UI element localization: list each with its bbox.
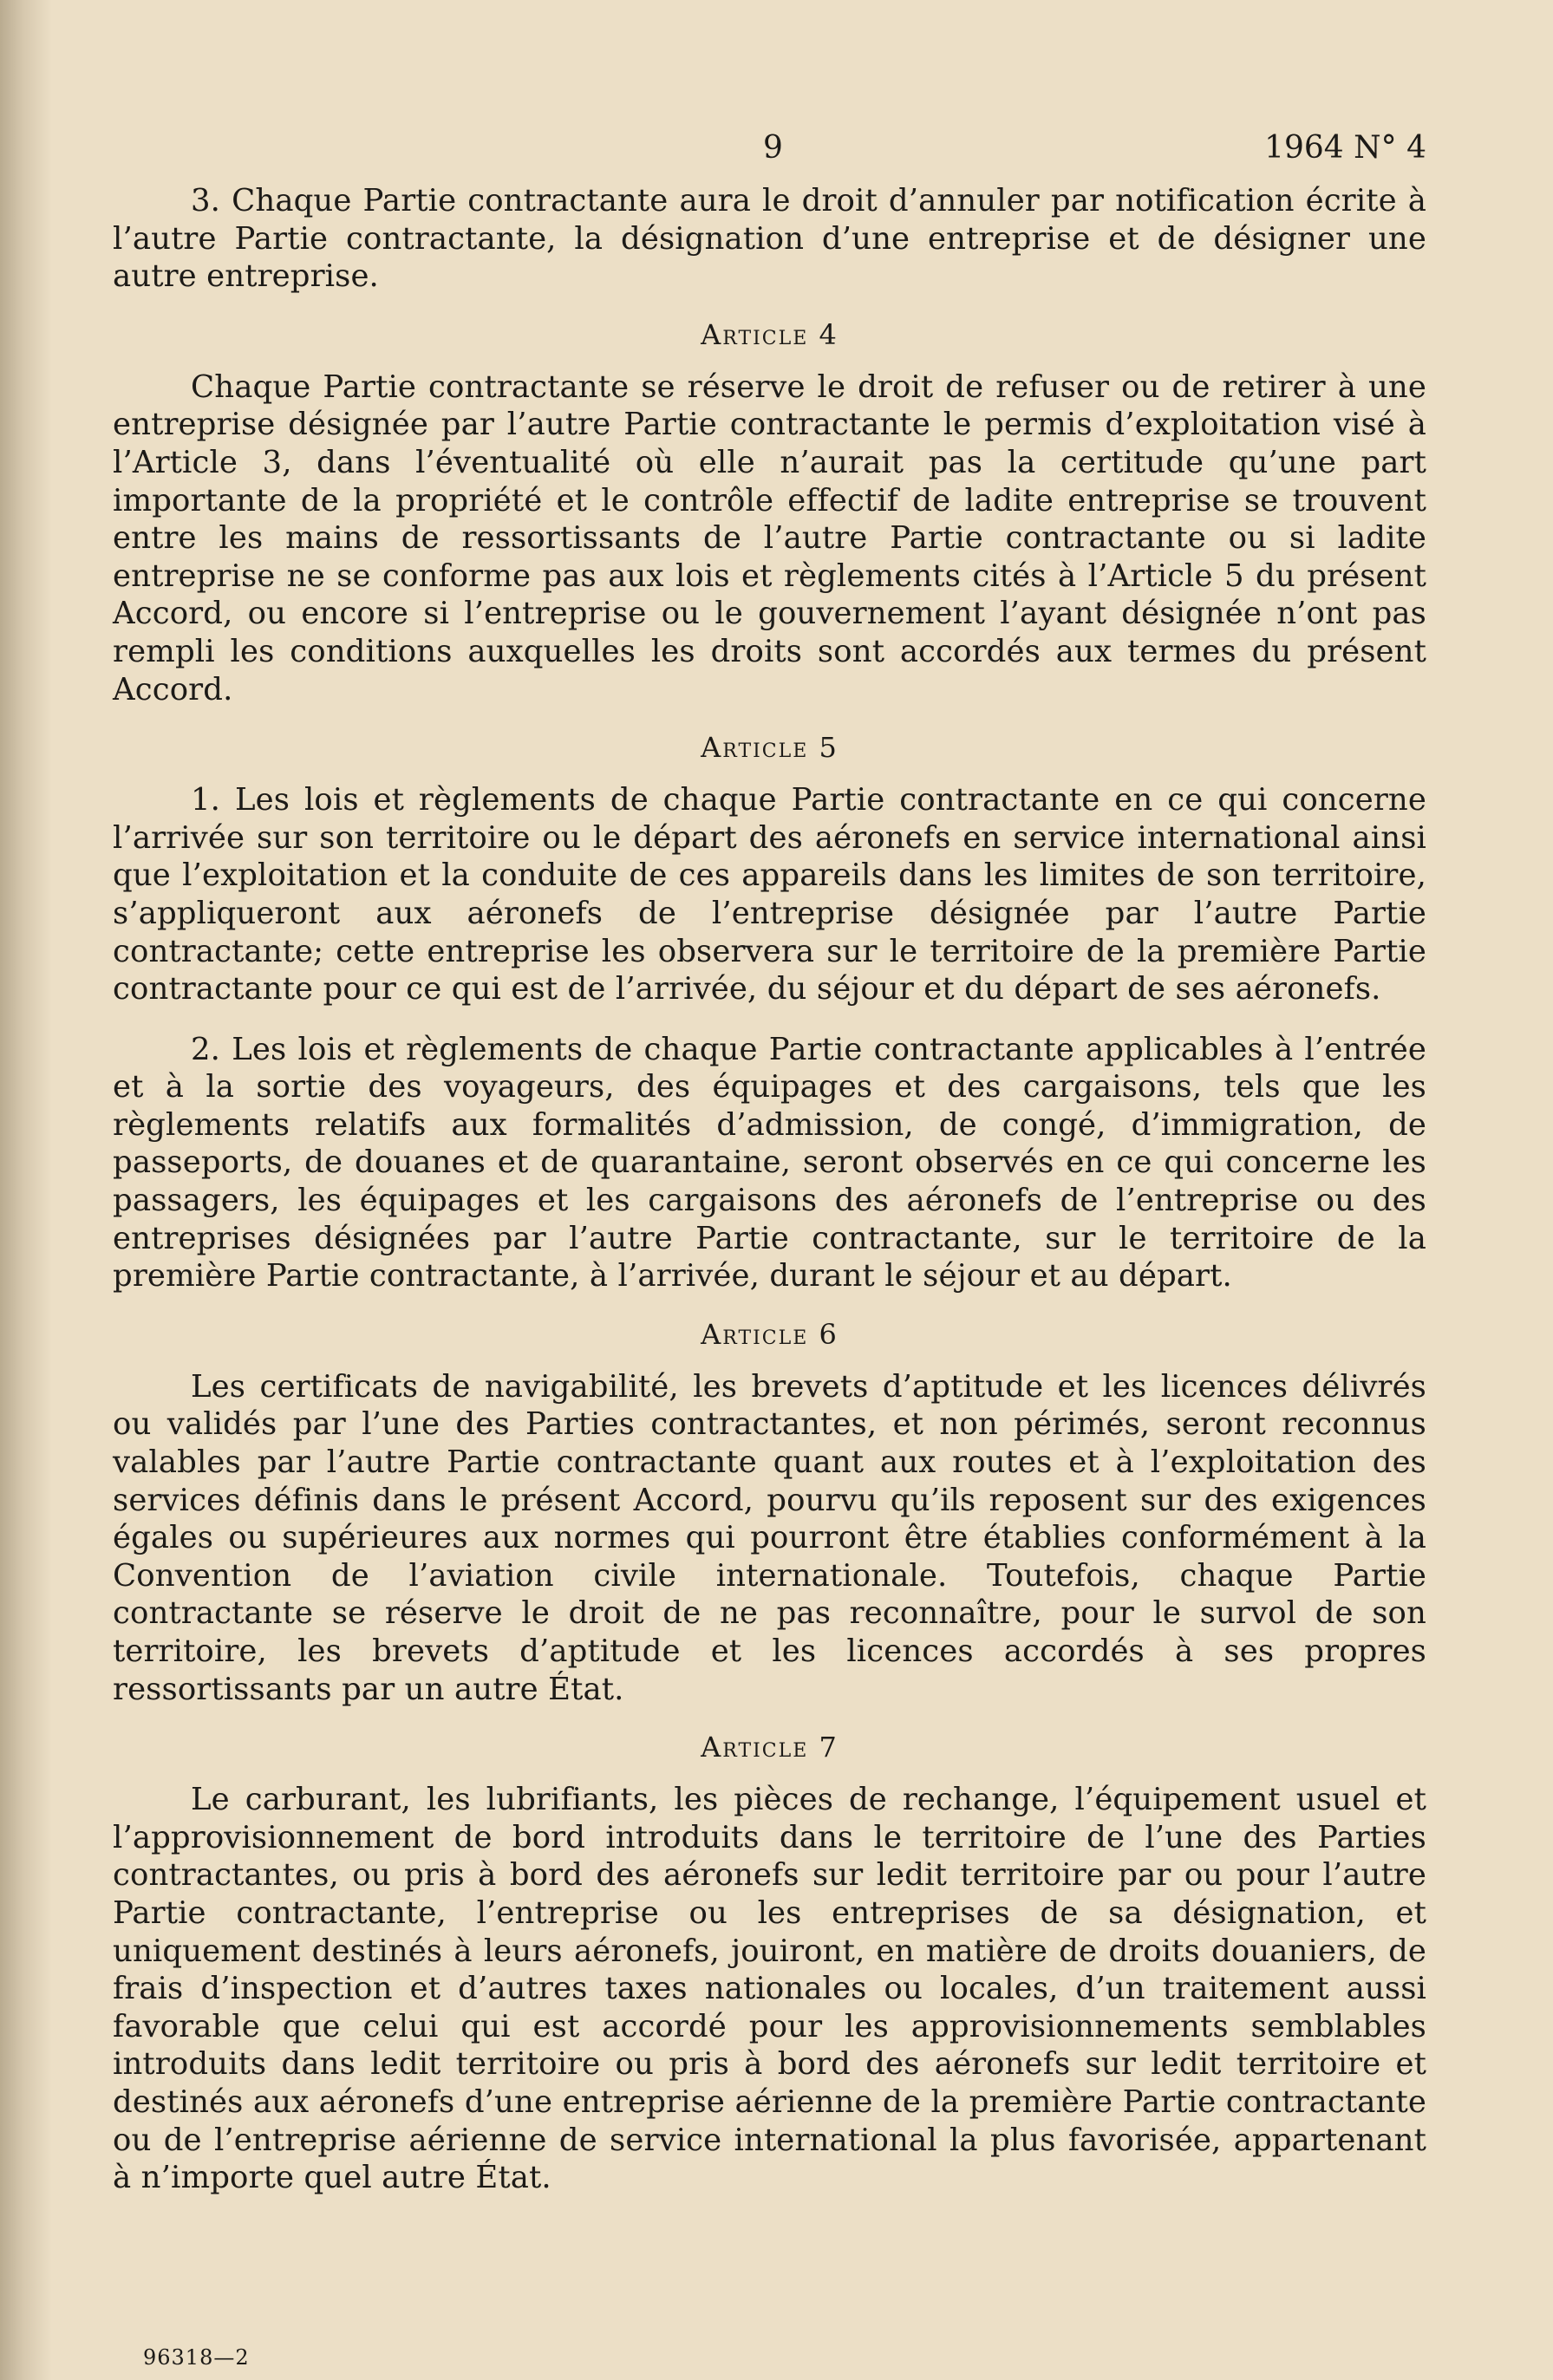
issue-reference: 1964 N° 4 xyxy=(1264,130,1426,166)
article-4-heading: Article 4 xyxy=(701,317,838,351)
article-3-paragraph-3: 3. Chaque Partie contractante aura le droit d’annuler par notification écrite à l’autre Partie contractante, la désignation d’une entreprise et de désigner une autre entreprise. xyxy=(113,183,1426,295)
article-5-heading: Article 5 xyxy=(701,731,838,765)
article-7-heading: Article 7 xyxy=(701,1731,838,1764)
article-5-paragraph-1: 1. Les lois et règlements de chaque Partie contractante en ce qui concerne l’arrivée sur son territoire ou le départ des aéronefs en service international ainsi que l’exploitation et la conduite de ces appareils dans les limites de son territoire, s’appliqueront aux aéronefs de l’entreprise désignée par l’autre Partie contractante; cette entreprise les observera sur le territoire de la première Partie contractante pour ce qui est de l’arrivée, du séjour et du départ de ses aéronefs. xyxy=(113,782,1426,1007)
article-6-paragraph: Les certificats de navigabilité, les brevets d’aptitude et les licences délivrés ou validés par l’une des Parties contractantes, et non périmés, seront reconnus valables par l’autre Partie contractante quant aux routes et à l’exploitation des services définis dans le présent Accord, pourvu qu’ils reposent sur des exigences égales ou supérieures aux normes qui pourront être établies conformément à la Convention de l’aviation civile internationale. Toutefois, chaque Partie contractante se réserve le droit de ne pas reconnaître, pour le survol de son territoire, les brevets d’aptitude et les licences accordés à ses propres ressortissants par un autre État. xyxy=(113,1368,1426,1707)
page-header xyxy=(113,130,1426,182)
binding-shadow xyxy=(0,0,52,2380)
article-4-paragraph: Chaque Partie contractante se réserve le droit de refuser ou de retirer à une entreprise désignée par l’autre Partie contractante le permis d’exploitation visé à l’Article 3, dans l’éventualité où elle n’aurait pas la certitude qu’une part importante de la propriété et le contrôle effectif de ladite entreprise se trouvent entre les mains de ressortissants de l’autre Partie contractante ou si ladite entreprise ne se conforme pas aux lois et règlements cités à l’Article 5 du présent Accord, ou encore si l’entreprise ou le gouvernement l’ayant désignée n’ont pas rempli les conditions auxquelles les droits sont accordés aux termes du présent Accord. xyxy=(113,368,1426,707)
page-number: 9 xyxy=(763,130,783,166)
article-6-heading: Article 6 xyxy=(701,1317,838,1351)
article-7-paragraph: Le carburant, les lubrifiants, les pièces de rechange, l’équipement usuel et l’approvisionnement de bord introduits dans le territoire de l’une des Parties contractantes, ou pris à bord des aéronefs sur ledit territoire par ou pour l’autre Partie contractante, l’entreprise ou les entreprises de sa désignation, et uniquement destinés à leurs aéronefs, jouiront, en matière de droits douaniers, de frais d’inspection et d’autres taxes nationales ou locales, d’un traitement aussi favorable que celui qui est accordé pour les approvisionnements semblables introduits dans ledit territoire ou pris à bord des aéronefs sur ledit territoire et destinés aux aéronefs d’une entreprise aérienne de la première Partie contractante ou de l’entreprise aérienne de service international la plus favorisée, appartenant à n’importe quel autre État. xyxy=(113,1782,1426,2196)
document-page xyxy=(113,130,1426,2220)
print-code: 96318—2 xyxy=(143,2345,250,2370)
article-5-paragraph-2: 2. Les lois et règlements de chaque Partie contractante applicables à l’entrée et à la sortie des voyageurs, des équipages et des cargaisons, tels que les règlements relatifs aux formalités d’admission, de congé, d’immigration, de passeports, de douanes et de quarantaine, seront observés en ce qui concerne les passagers, les équipages et les cargaisons des aéronefs de l’entreprise ou des entreprises désignées par l’autre Partie contractante, sur le territoire de la première Partie contractante, à l’arrivée, durant le séjour et au départ. xyxy=(113,1031,1426,1294)
